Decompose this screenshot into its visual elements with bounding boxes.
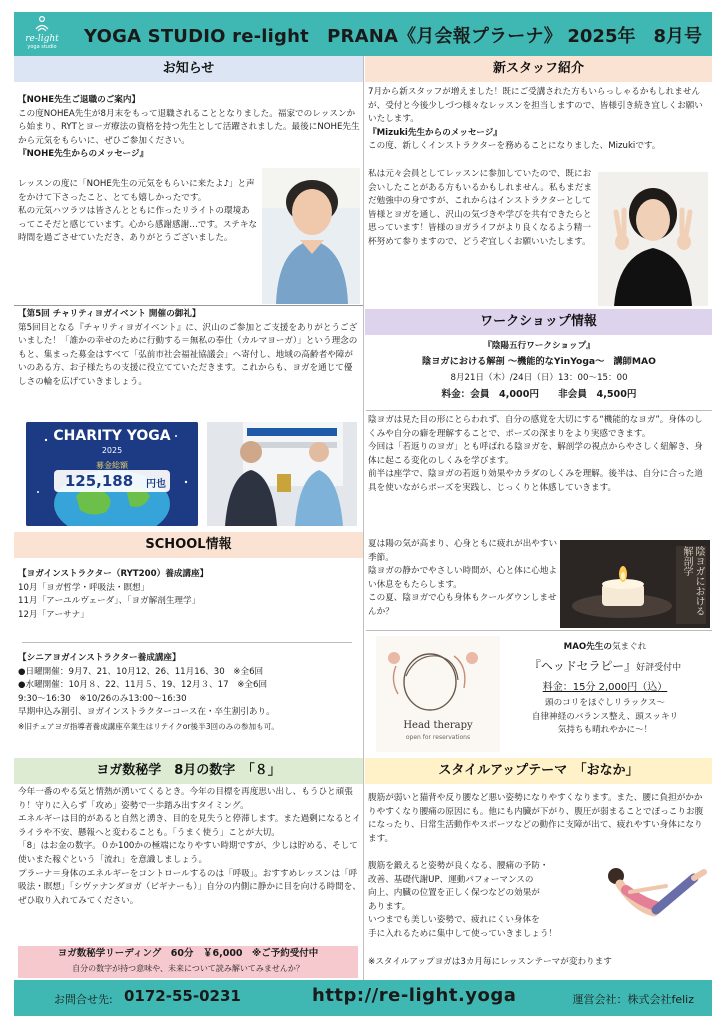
section-divider [14,305,363,306]
reading-banner [18,946,358,978]
lotus-icon [32,14,52,34]
school-divider-wrap [22,642,352,643]
retire-body: この度NOHEA先生が8月末をもって退職されることとなりました。福家でのレッスンから始まり、RYTとヨーガ療法の資格を持つ先生として活躍されました。最後にNOHE先生から元気をもらいに、ぜひご参加ください。 [18,108,360,146]
head-therapy-info [500,640,710,738]
workshop-fee: 料金：会員 4,000円 非会員 4,500円 [441,388,637,400]
nohe-photo [262,168,360,304]
head-therapy-fee: 料金：15分 2,000円（込） [542,682,668,693]
styleup-lines [368,860,594,942]
school-heading: SCHOOL情報 [14,532,363,558]
workshop-tail [368,538,558,620]
workshop-section [365,309,712,335]
mizuki-message-title: 『Mizuki先生からのメッセージ』 [368,127,502,138]
styleup-note-wrap [368,956,710,970]
column-divider [363,56,364,980]
senior-line: 早期申込み割引、ヨガインストラクターコース在・卒生割引あり。 [18,707,275,718]
styleup-line: 腹筋を鍛えると姿勢が良くなる、腰痛の予防・ [368,861,549,871]
workshop-tail-line: 陰ヨガの静かでやさしい時間が、心と体に心地よい休息をもたらします。 [368,566,558,590]
head-therapy-line: 自律神経のバランス整え、頭スッキリ [531,711,679,722]
senior-note: ※旧チェアヨガ指導者養成講座卒業生はリテイクor後半3回のみの参加も可。 [18,721,279,731]
retire-title: 【NOHE先生ご退職のご案内】 [18,95,141,105]
styleup-line: 改善、基礎代謝UP、運動パフォーマンスの [368,874,534,885]
numerology-paragraph: 「8」はお金の数字。０か100かの極端になりやすい時期ですが、少しは貯める、そして使いまた稼ぐという「流れ」を意識しましょう。 [18,841,358,865]
banner-label: 募金総額 [96,461,128,470]
mizuki-message-line: 私は元々会員としてレッスンに参加していたので、既にお会いしたことがある方もいるかもしれません。私もまだまだ勉強中の身ですが、これからはインストラクターとして皆様とヨガを通し、沢山の気づきや学びを共有できたらと思っています！皆様のヨガライフがより良くなるよう精一杯努めて参りますので、どうぞ宜しくお願いいたします。 [368,169,592,247]
news-section [14,56,363,82]
head-therapy-img-sub: open for reservations [405,734,471,741]
head-therapy-line: 頭のコリをほぐしリラックス～ [544,698,666,708]
charity-yoga-banner [26,422,198,526]
candle-photo [560,540,710,628]
senior-course [18,652,361,734]
ryt-course [18,568,361,622]
logo-name: re-light [25,34,59,44]
nohe-message-line: 私の元気ハツラツは皆さんとともに作ったリライトの環境あってこそだと感じています。心から感謝感謝…です。ステキな時間を過ごさせていただき、ありがとうございました。 [18,206,258,244]
banner-year: 2025 [101,446,123,455]
charity-notice [18,308,361,390]
banner-unit: 円也 [146,479,166,490]
mizuki-photo [598,172,708,306]
staff-section [365,56,712,82]
news-heading: お知らせ [14,56,363,82]
workshop-divider-wrap [366,410,712,411]
contact-phone[interactable]: 0172-55-0231 [124,987,241,1005]
styleup-line: 向上、内臓の位置を正しく保つなどの効果が [368,888,540,899]
senior-line: ●日曜開催：9月7、21、10月12、26、11月16、30 ※全6回 [18,666,264,677]
staff-intro [368,86,710,154]
section-divider [366,630,712,631]
banner-amount: 125,188 [64,472,134,490]
numerology-section [14,758,363,784]
section-divider [22,642,352,643]
logo-sub: yoga studio [27,44,57,50]
head-divider-wrap [366,630,712,631]
charity-title: 【第5回 チャリティヨガイベント 開催の御礼】 [18,309,201,319]
styleup-line: いつまでも美しい姿勢で、疲れにくい身体を [368,915,540,926]
numerology-heading: ヨガ数秘学 8月の数字 「８」 [14,758,363,784]
styleup-body [368,792,710,846]
issue-date: 2025年 8月号 [567,26,702,47]
nohe-message-line: レッスンの度に「NOHE先生の元気をもらいに来たよ♪」と声をかけて下さったこと、とても嬉しかったです。 [18,179,255,203]
charity-divider-wrap [14,305,363,306]
head-therapy-img-title: Head therapy [403,720,473,731]
staff-heading: 新スタッフ紹介 [365,56,712,82]
head-title-prefix: MAO先生の [563,642,612,652]
numerology-paragraph: プラーナ＝身体のエネルギーをコントロールするのは「呼吸」。おすすめレッスンは「呼吸法・瞑想」「シヴァナンダヨガ（ビギナーも）」自分の内側に静かに目を向ける時間を、ぜひ取り入れてみてください。 [18,868,361,906]
numerology-paragraph: 今年一番のやる気と情熱が湧いてくるとき。今年の目標を再度思い出し、もうひと頑張り！守りに入らず「攻め」姿勢で一歩踏み出すタイミング。 [18,787,353,811]
charity-body: 第5回目となる『チャリティヨガイベント』に、沢山のご参加とご支援をありがとうございました！「誰かの幸せのために行動する＝無私の奉仕（カルマヨーガ）」という理念のもと、集まった募金はすべて「弘前市社会福祉協議会」へ寄付し、地域の高齢者や障がいのある方、お子様たちの支援に役立てていただきます。これからも、ヨガを通じて優しさの輪を広げていきましょう。 [18,322,358,387]
nohe-message [18,178,258,246]
head-therapy-name: 『ヘッドセラピー』 [528,659,637,673]
ryt-line: 10月「ヨガ哲学・呼吸法・瞑想」 [18,582,150,593]
newsletter-title: YOGA STUDIO re-light PRANA《月会報プラーナ》 [84,26,562,47]
section-divider [366,410,712,411]
head-therapy-line: 気持ちも晴れやかに～！ [557,725,653,736]
donation-photo [207,422,357,526]
contact-label: お問合せ先: [54,993,113,1006]
ryt-title: 【ヨガインストラクター（RYT200）養成講座】 [18,569,209,579]
styleup-heading: スタイルアップテーマ 「おなか」 [365,758,712,784]
header-bar [14,12,712,56]
nohe-message-title: 『NOHE先生からのメッセージ』 [18,149,149,160]
ryt-line: 11月「アーユルヴェーダ」、「ヨガ解剖生理学」 [18,596,201,607]
workshop-tail-line: 夏は陽の気が高まり、心身ともに疲れが出やすい季節。 [368,539,558,563]
senior-line: ●水曜開催：10月８、22、11月５、19、12月３、17 ※全6回 [18,680,268,691]
reading-sub: 自分の数字が持つ意味や、未来について読み解いてみませんか？ [72,964,304,973]
styleup-line: あります。 [368,901,411,912]
numerology-body [18,786,361,908]
school-section [14,532,363,558]
banner-title: CHARITY YOGA [53,428,171,444]
styleup-section [365,758,712,784]
senior-line: 9:30〜16:30 ※10/26のみ13:00〜16:30 [18,693,187,704]
workshop-date: 8月21日（木）/24日（日）13：00～15：00 [450,372,628,383]
retire-notice [18,94,361,162]
styleup-paragraph: 腹筋が弱いと猫背や反り腰など悪い姿勢になりやすくなります。また、腰に負担がかかりやすくなり腰痛の原因にも。他にも内臓が下がり、腹圧が弱まることでぽっこりお腹になったり、日常生活動作やスポーツなどの動作に支障が出て、疲れやすい身体になります。 [368,793,704,844]
candle-caption: 陰ヨガにおける解剖学 [681,546,704,616]
ryt-line: 12月「アーサナ」 [18,609,89,620]
workshop-paragraph: 前半は座学で、陰ヨガの若返り効果やカラダのしくみを理解。後半は、自分に合った道具を使いながらポーズを実践し、じっくりと体感していきます。 [368,469,703,493]
workshop-paragraph: 陰ヨガは見た目の形にとらわれず、自分の感覚を大切にする“機能的なヨガ”。身体のしくみや自分の癖を理解することで、ポーズの深まりをより実感できます。 [368,415,703,439]
studio-logo [18,14,66,54]
head-title-suffix: 気まぐれ [611,642,647,652]
workshop-title: 『陰陽五行ワークショップ』 [483,341,595,351]
staff-intro-text: 7月から新スタッフが増えました！既にご受講された方もいらっしゃるかもしれませんが、受付と今後少しづつ様々なレッスンを担当しますので、皆様引き続き宜しくお願いいたします。 [368,87,703,125]
website-link[interactable]: http://re-light.yoga [312,985,517,1006]
styleup-note: ※スタイルアップヨガは3カ月毎にレッスンテーマが変わります [368,957,612,967]
workshop-subtitle: 陰ヨガにおける解剖 ～機能的なYinYoga～ 講師MAO [422,355,656,367]
company-name: 運営会社：株式会社feliz [572,993,694,1006]
numerology-paragraph: エネルギーは目的があると自然と湧き、目的を見失うと停滞します。また過剰になるとイライラや不安、懸報へと変わることも。「うまく使う」ことが大切。 [18,814,361,838]
footer-bar [14,980,712,1016]
head-therapy-accept: 好評受付中 [636,663,682,673]
mizuki-message [368,168,594,250]
workshop-info [368,340,710,403]
boat-pose-illustration [596,856,710,930]
head-therapy-image [376,636,500,752]
senior-title: 【シニアヨガインストラクター養成講座】 [18,653,181,663]
styleup-line: 手に入れるために集中して使っていきましょう！ [368,928,558,939]
workshop-body [368,414,710,496]
workshop-heading: ワークショップ情報 [365,309,712,335]
mizuki-message-first: この度、新しくインストラクターを務めることになりました、Mizukiです。 [368,141,661,152]
workshop-paragraph: 今回は「若返りのヨガ」とも呼ばれる陰ヨガを、解剖学の視点からやさしく紐解き、身体に起こる変化のしくみを学びます。 [368,442,703,466]
reading-title: ヨガ数秘学リーディング 60分 ￥6,000 ※ご予約受付中 [57,948,319,959]
workshop-tail-line: この夏、陰ヨガで心も身体もクールダウンしませんか？ [368,593,557,617]
